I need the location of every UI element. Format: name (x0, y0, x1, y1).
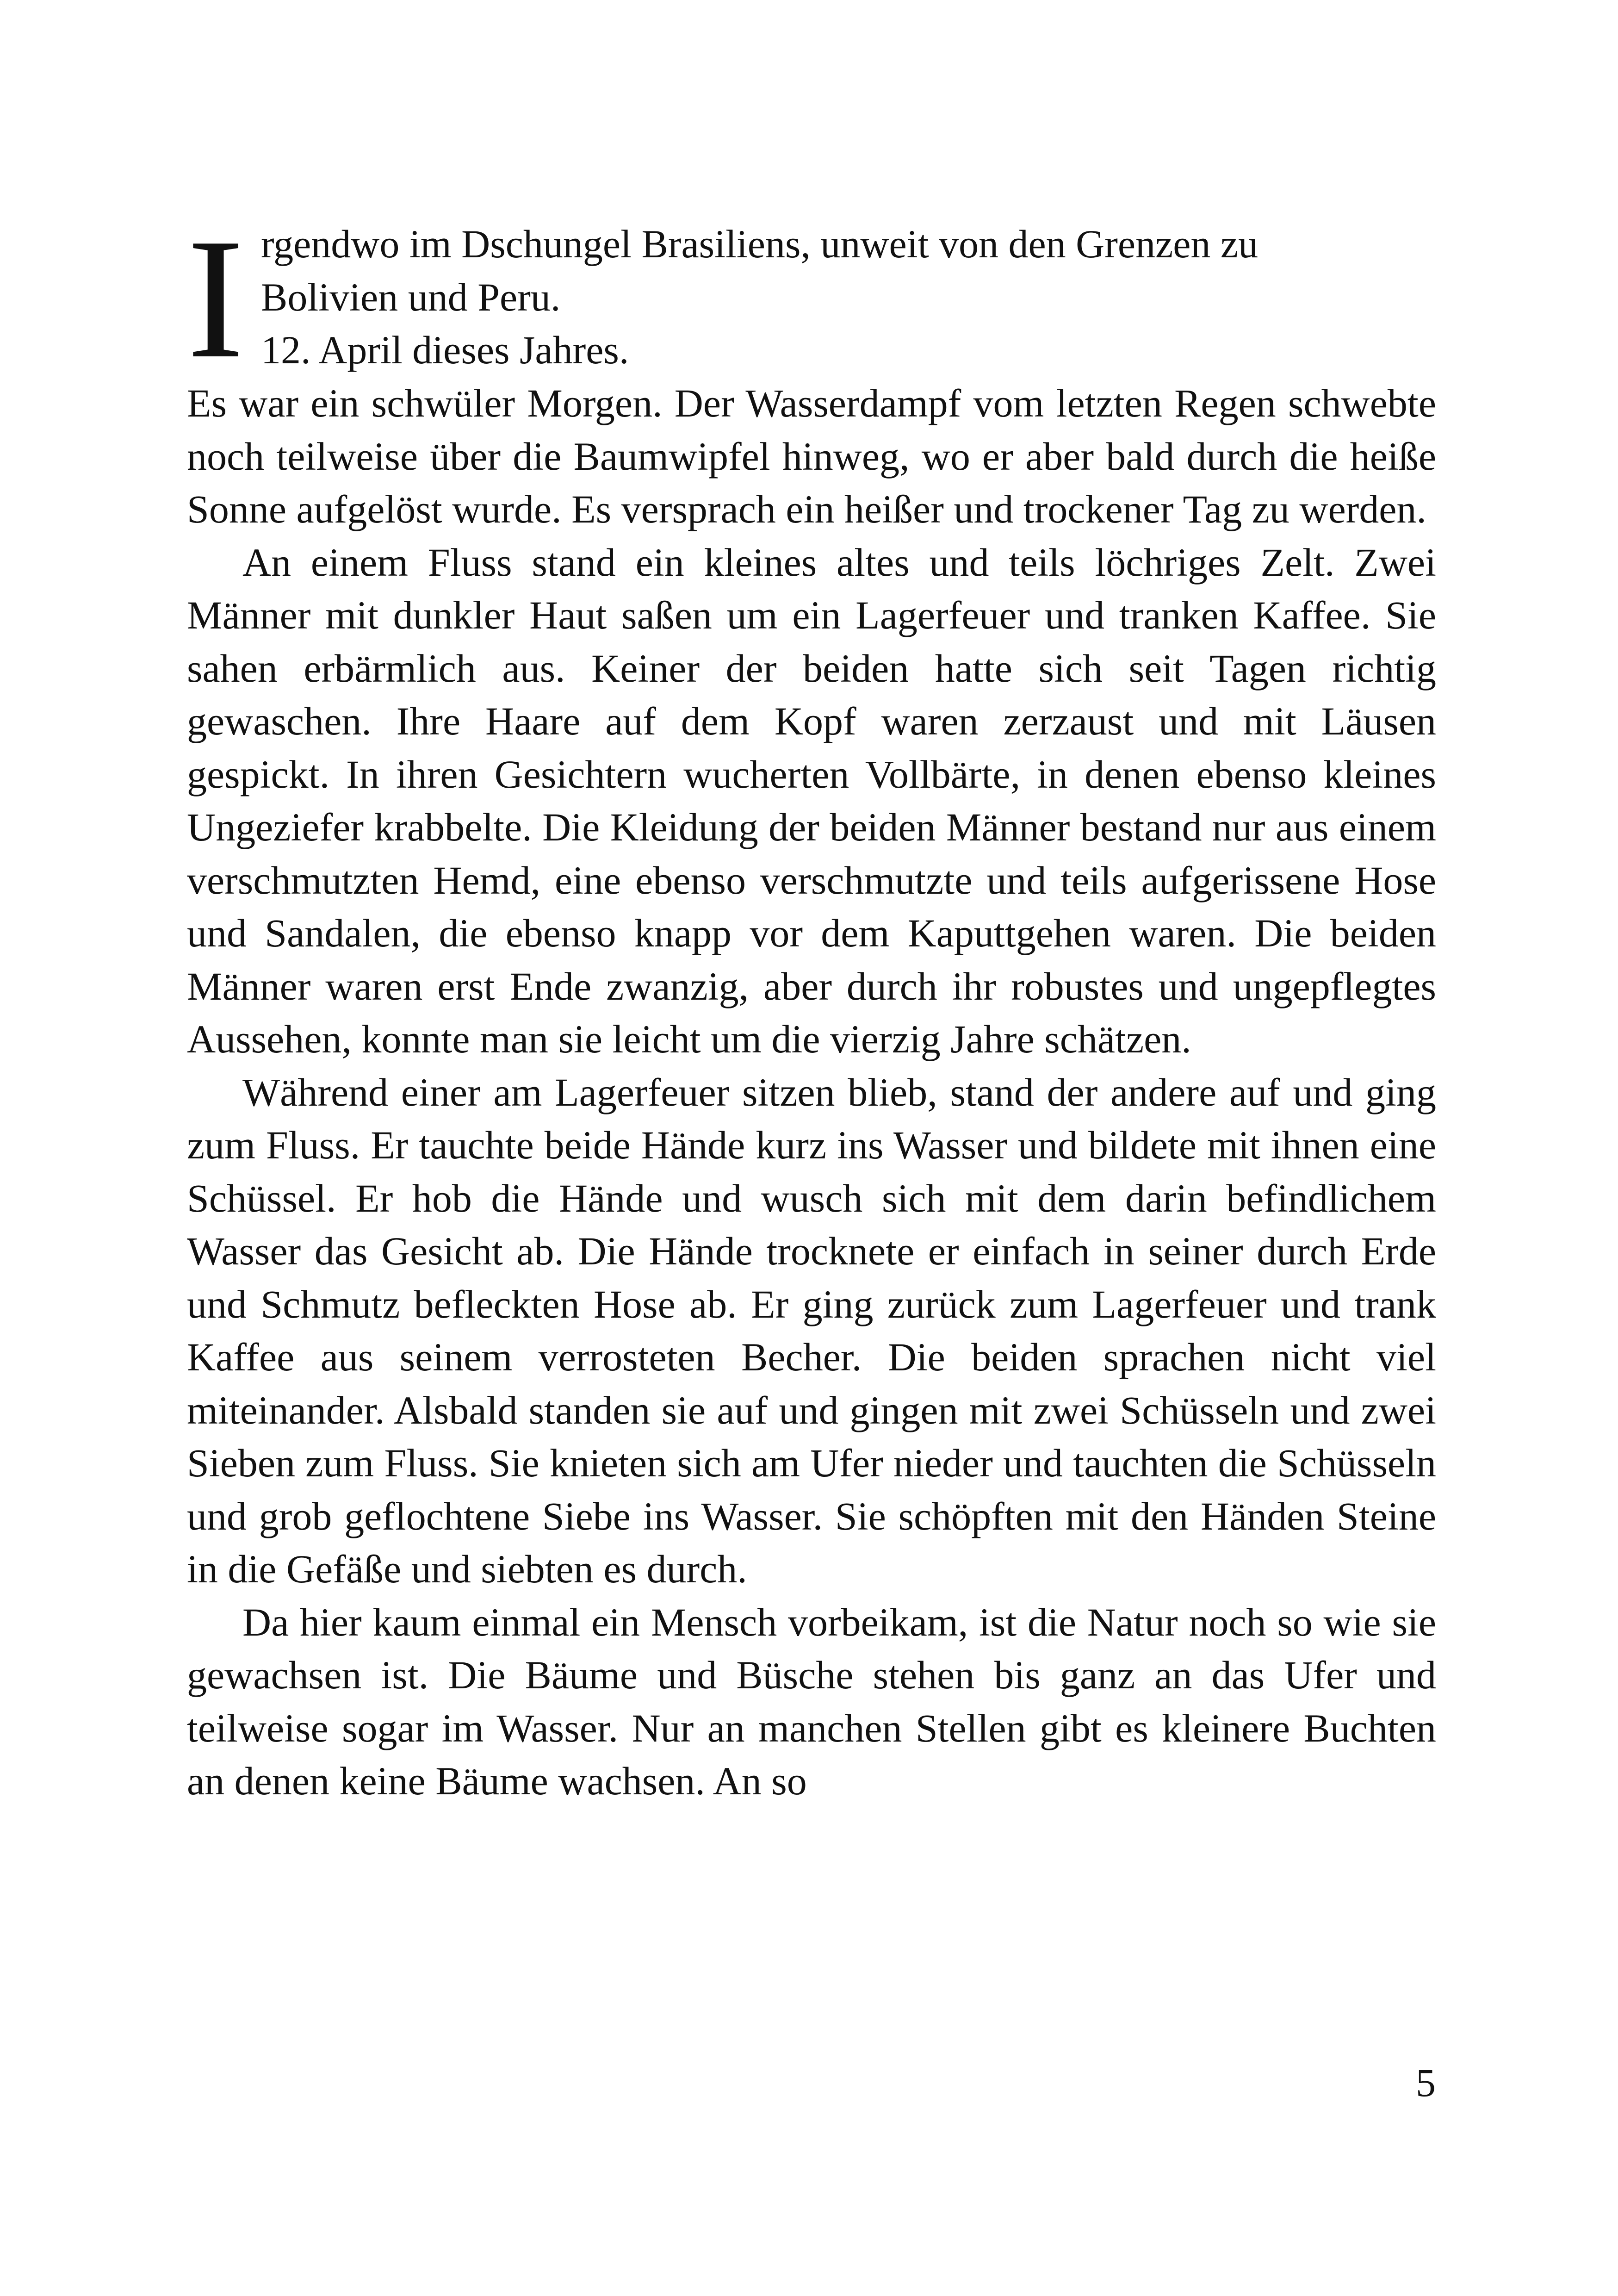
page-number: 5 (1416, 2060, 1436, 2105)
chapter-opening (187, 204, 1436, 394)
paragraph-1: Es war ein schwüler Morgen. Der Wasserdampf vom letzten Regen schwebte noch teilweise über die Baumwipfel hinweg, wo er aber bald durch die heiße Sonne aufgelöst wurde. Es versprach ein heißer und trockener Tag zu werden. (187, 381, 1436, 531)
opening-line-1: rgendwo im Dschungel Brasiliens, unweit von den Grenzen zu (261, 222, 1258, 266)
paragraph-4: Da hier kaum einmal ein Mensch vorbeikam, ist die Natur noch so wie sie gewachsen ist. Die Bäume und Büsche stehen bis ganz an das Ufer und teilweise sogar im Wasser. Nur an manchen Stellen gibt es kleinere Buchten an denen keine Bäume wachsen. An so (187, 1599, 1436, 1803)
body-text (187, 204, 1436, 1808)
opening-line-3: 12. April dieses Jahres. (261, 328, 629, 372)
opening-line-2: Bolivien und Peru. (261, 274, 561, 319)
paragraph-3: Während einer am Lagerfeuer sitzen blieb, stand der andere auf und ging zum Fluss. Er tauchte beide Hände kurz ins Wasser und bildete mit ihnen eine Schüssel. Er hob die Hände und wusch sich mit dem darin befindlichem Wasser das Gesicht ab. Die Hände trocknete er einfach in seiner durch Erde und Schmutz befleckten Hose ab. Er ging zurück zum Lagerfeuer und trank Kaffee aus seinem verrosteten Becher. Die beiden sprachen nicht viel miteinander. Alsbald standen sie auf und gingen mit zwei Schüsseln und zwei Sieben zum Fluss. Sie knieten sich am Ufer nieder und tauchten die Schüsseln und grob geflochtene Siebe ins Wasser. Sie schöpften mit den Händen Steine in die Gefäße und siebten es durch. (187, 1070, 1436, 1591)
drop-cap: I (187, 204, 244, 394)
paragraph-2: An einem Fluss stand ein kleines altes und teils löchriges Zelt. Zwei Männer mit dunkler Haut saßen um ein Lagerfeuer und tranken Kaffee. Sie sahen erbärmlich aus. Keiner der beiden hatte sich seit Tagen richtig gewaschen. Ihre Haare auf dem Kopf waren zerzaust und mit Läusen gespickt. In ihren Gesichtern wucherten Vollbärte, in denen ebenso kleines Ungeziefer krabbelte. Die Kleidung der beiden Männer bestand nur aus einem verschmutzten Hemd, eine ebenso verschmutzte und teils aufgerissene Hose und Sandalen, die ebenso knapp vor dem Kaputtgehen waren. Die beiden Männer waren erst Ende zwanzig, aber durch ihr robustes und ungepflegtes Aussehen, konnte man sie leicht um die vierzig Jahre schätzen. (187, 540, 1436, 1061)
